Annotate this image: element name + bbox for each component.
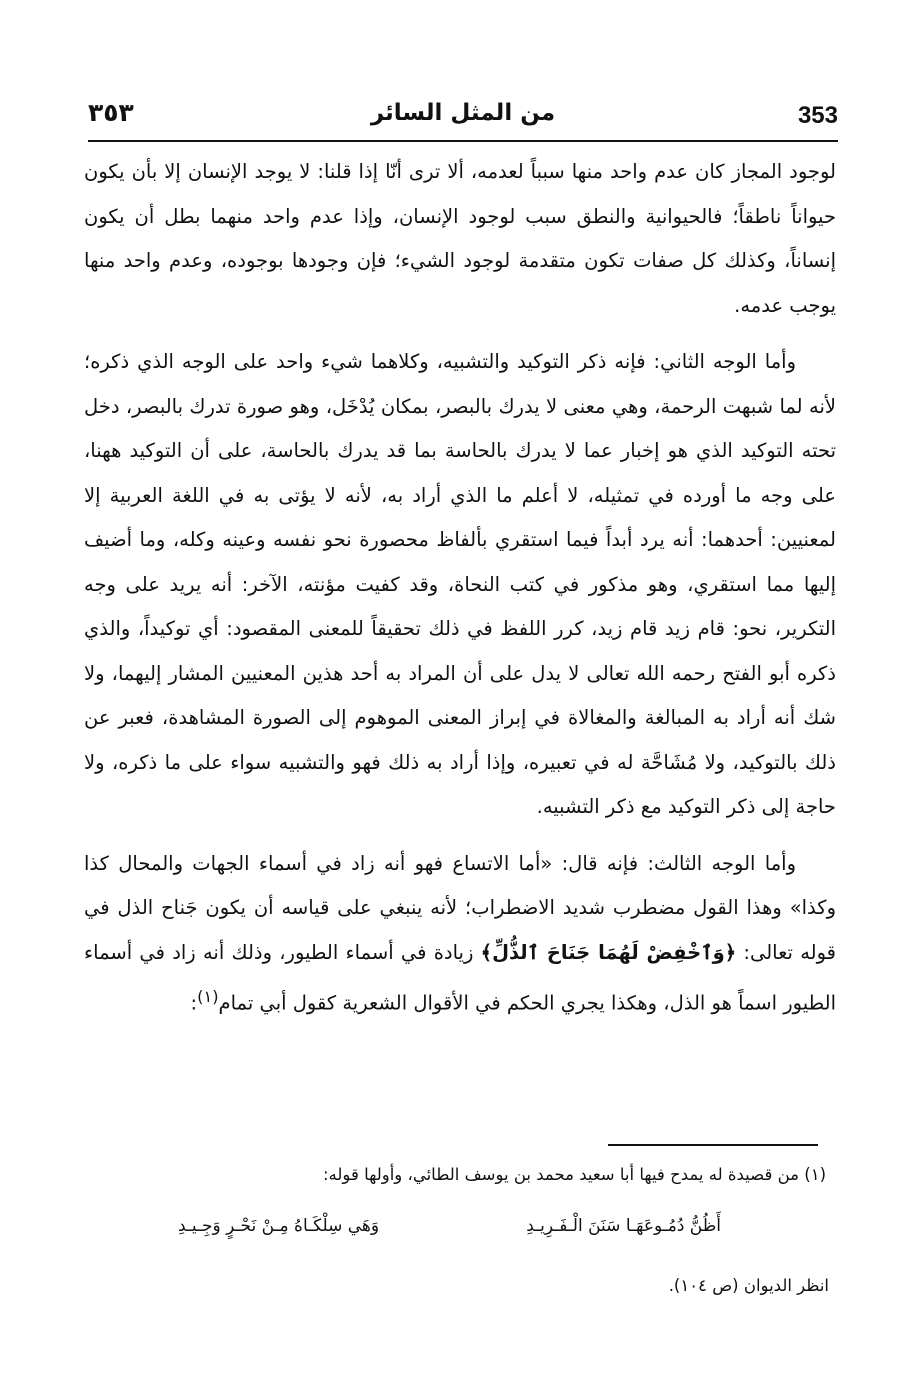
paragraph-1: لوجود المجاز كان عدم واحد منها سبباً لعدمه، ألا ترى أنّا إذا قلنا: لا يوجد الإنسان إلا بأن يكون حيواناً ناطقاً؛ فالحيوانية والنطق سبب لوجود الإنسان، وإذا عدم واحد منهما بطل أن يكون إنساناً، وكذلك كل صفات تكون متقدمة لوجود الشيء؛ فإن وجودها بوجوده، وعدم واحد منها يوجب عدمه. (84, 160, 836, 317)
verse-second-hemistich: وَهَي سِلْكَـاهُ مِـنْ نَحْـرٍ وَجِـيـدِ (178, 1216, 380, 1236)
footnote-ref: (١) (197, 987, 219, 1006)
page-number-latin: 353 (797, 102, 838, 129)
quran-quote: ﴿وَٱخْفِضْ لَهُمَا جَنَاحَ ٱلذُّلِّ﴾ (480, 940, 737, 964)
page-header (88, 92, 838, 138)
footnote-rule (608, 1144, 818, 1146)
verse-first-hemistich: أَظُنُّ دُمُـوعَهَـا سَنَنَ الْـفَـرِيـدِ (526, 1216, 721, 1236)
paragraph-3 (84, 842, 836, 1027)
paragraph-2: وأما الوجه الثاني: فإنه ذكر التوكيد والتشبيه، وكلاهما شيء واحد على الوجه الذي ذكره؛ لأنه لما شبهت الرحمة، وهي معنى لا يدرك بالبصر، بمكان يُدْخَل، وهو صورة تدرك بالبصر، دخل تحته التوكيد الذي هو إخبار عما لا يدرك بالحاسة بما قد يدرك بالحاسة، على أن التوكيد ههنا، على وجه ما أورده في تمثيله، لا أعلم ما الذي أراد به، لأنه لا يؤتى به في اللغة العربية إلا لمعنيين: أحدهما: أنه يرد أبداً فيما استقري بألفاظ محصورة نحو نفسه وعينه وكله، وما أضيف إليها مما استقري، وهو مذكور في كتب النحاة، وقد كفيت مؤنته، الآخر: أنه يريد على وجه التكرير، نحو: قام زيد قام زيد، كرر اللفظ في ذلك تحقيقاً للمعنى المقصود: أي توكيداً، والذي ذكره أبو الفتح رحمه الله تعالى لا يدل على أن المراد به أحد هذين المعنيين المشار إليهما، ولا شك أنه أراد به المبالغة والمغالاة في إبراز المعنى الموهوم إلى الصورة المشاهدة، فعبر عن ذلك بالتوكيد، ولا مُشَاحَّة له في تعبيره، وإذا أراد به ذلك فهو والتشبيه سواء على ما ذكره، ولا حاجة إلى ذكر التوكيد مع ذكر التشبيه. (84, 350, 836, 818)
paragraph-3-text-a: وأما الوجه الثالث: فإنه قال: «أما الاتساع فهو أنه زاد في أسماء الجهات والمحال كذا وكذا» وهذا القول مضطرب شديد الاضطراب؛ لأنه ينبغي على قياسه أن يكون جَناح الذل في قوله تعالى: (84, 851, 836, 964)
paragraph-3-text-b: زيادة في أسماء الطيور، وذلك أنه زاد في أسماء الطيور اسماً هو الذل، وهكذا يجري الحكم في الأقوال الشعرية كقول أبي تمام (84, 940, 836, 1015)
footnotes (150, 1160, 826, 1190)
page-number-arabic: ٣٥٣ (88, 98, 134, 127)
footnote-source: انظر الديوان (ص ١٠٤). (668, 1276, 829, 1295)
footnote-1: (١) من قصيدة له يمدح فيها أبا سعيد محمد بن يوسف الطائي، وأولها قوله: (323, 1165, 826, 1184)
body-text (84, 150, 836, 1026)
header-rule (88, 140, 838, 142)
running-title: من المثل السائر (370, 100, 556, 126)
paragraph-3-end: : (190, 991, 198, 1015)
